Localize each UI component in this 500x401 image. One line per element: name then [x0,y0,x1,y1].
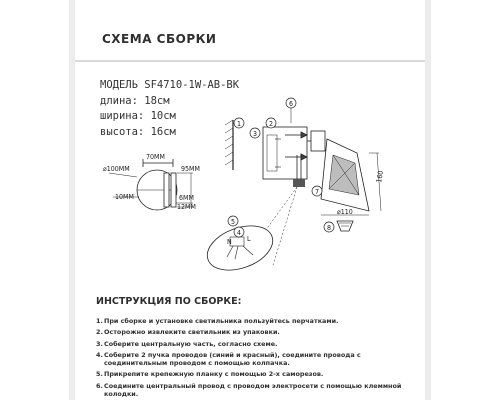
dim-6-label: 6MM [179,194,194,202]
step-text: Соедините центральный провод с проводом электросети с помощью клеммной колодки. [104,381,402,399]
instructions-list [96,317,424,401]
assembly-diagram [75,95,425,295]
step-text: При сборке и установке светильника пользуйтесь перчатками. [104,317,339,325]
callout-7: 7 [315,188,320,196]
dim-100-label: ⌀100MM [103,165,130,173]
header-divider [75,60,425,62]
dim-d110-label: ⌀110 [337,208,353,216]
step-text: Прикрепите крепежную планку с помощью 2-х саморезов. [104,370,324,379]
instruction-step [96,328,424,336]
dim-95-label: 95MM [181,165,200,173]
wall-mount [225,120,307,187]
lamp-head [307,131,381,231]
right-border-bar [425,0,431,400]
callout-5: 5 [231,218,236,226]
callout-8: 8 [327,224,332,232]
step-text: Осторожно извлеките светильник из упаковки. [104,328,280,337]
instruction-step [96,351,424,368]
wiring-detail [201,187,297,278]
dim-160-label: 160 [375,170,386,184]
width-line: ширина: 10см [100,110,176,122]
step-number: 5. [96,370,103,379]
step-text: Соберите 2 пучка проводов (синий и красный), соедините провода с соединительным проводом с помощью колпачка. [104,350,361,368]
instructions-title: ИНСТРУКЦИЯ ПО СБОРКЕ: [96,296,242,307]
dim-10-label: 10MM [115,193,134,201]
callout-1: 1 [237,120,242,128]
dim-70-label: 70MM [146,153,165,161]
step-number: 6. [96,381,103,390]
step-number: 1. [96,317,103,325]
wire-n-label: N [227,238,232,246]
instruction-step [96,370,424,378]
step-number: 2. [96,328,103,337]
step-number: 3. [96,339,103,348]
dim-12-label: 12MM [177,203,196,211]
instruction-step [96,382,424,399]
step-number: 4. [96,350,103,359]
height-line: высота: 16см [100,125,176,138]
callout-3: 3 [253,130,258,138]
wire-l-label: L [247,235,251,243]
callout-2: 2 [269,120,274,128]
callout-6: 6 [289,100,294,108]
step-text: Соберите центральную часть, согласно схеме. [104,339,278,348]
length-line: длина: 18см [100,94,170,107]
instruction-step [96,340,424,348]
callout-4: 4 [237,229,242,237]
page-title: СХЕМА СБОРКИ [102,32,217,46]
instruction-step [96,317,424,325]
model-line: МОДЕЛЬ SF4710-1W-AB-BK [100,79,240,91]
